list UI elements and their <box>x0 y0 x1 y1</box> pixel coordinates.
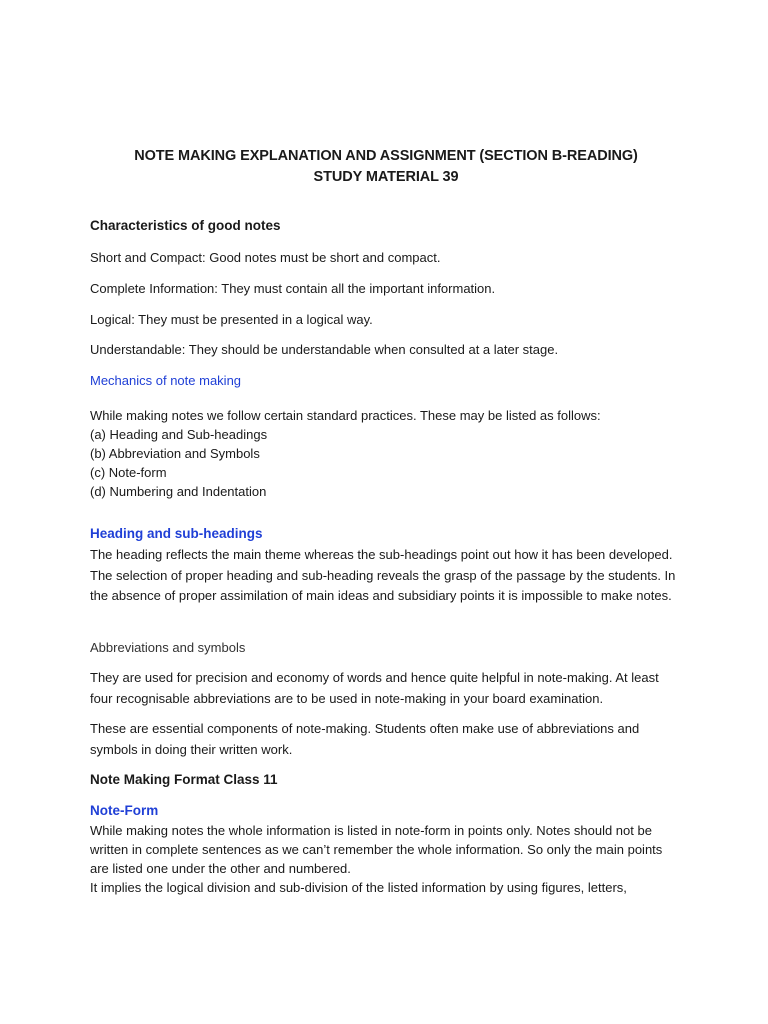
title-line-2: STUDY MATERIAL 39 <box>313 169 459 185</box>
characteristic-item: Complete Information: They must contain all the important information. <box>90 281 496 296</box>
format-heading: Note Making Format Class 11 <box>90 772 278 787</box>
note-form-heading: Note-Form <box>90 803 159 818</box>
list-item: (a) Heading and Sub-headings <box>90 427 268 442</box>
note-form-para-1: While making notes the whole information is listed in note-form in points only. Notes should not be written in complete sentences as we can’t remember the whole information. So only the main points are listed one under the other and numbered. <box>90 823 663 876</box>
mechanics-heading: Mechanics of note making <box>90 373 242 388</box>
title-line-1: NOTE MAKING EXPLANATION AND ASSIGNMENT (SECTION B-READING) <box>134 148 638 164</box>
document-title <box>0 146 768 188</box>
characteristic-item: Logical: They must be presented in a logical way. <box>90 312 373 327</box>
list-item: (c) Note-form <box>90 465 167 480</box>
list-item: (b) Abbreviation and Symbols <box>90 446 260 461</box>
mechanics-list <box>90 406 601 501</box>
heading-subheadings-title: Heading and sub-headings <box>90 526 263 541</box>
characteristics-heading: Characteristics of good notes <box>90 218 281 233</box>
abbreviations-para-1: They are used for precision and economy of words and hence quite helpful in note-making. At least four recognisable abbreviations are to be used in note-making in your board examination. <box>90 670 659 706</box>
note-form-para-2: It implies the logical division and sub-division of the listed information by using figures, letters, <box>90 880 627 895</box>
list-item: (d) Numbering and Indentation <box>90 484 267 499</box>
characteristic-item: Short and Compact: Good notes must be short and compact. <box>90 250 441 265</box>
mechanics-intro: While making notes we follow certain standard practices. These may be listed as follows: <box>90 408 601 423</box>
characteristic-item: Understandable: They should be understandable when consulted at a later stage. <box>90 342 559 357</box>
abbreviations-heading: Abbreviations and symbols <box>90 640 246 655</box>
heading-subheadings-body: The heading reflects the main theme whereas the sub-headings point out how it has been developed. The selection of proper heading and sub-heading reveals the grasp of the passage by the students. In the absence of proper assimilation of main ideas and subsidiary points it is impossible to make notes. <box>90 547 676 603</box>
abbreviations-para-2: These are essential components of note-making. Students often make use of abbreviations and symbols in doing their written work. <box>90 721 640 757</box>
